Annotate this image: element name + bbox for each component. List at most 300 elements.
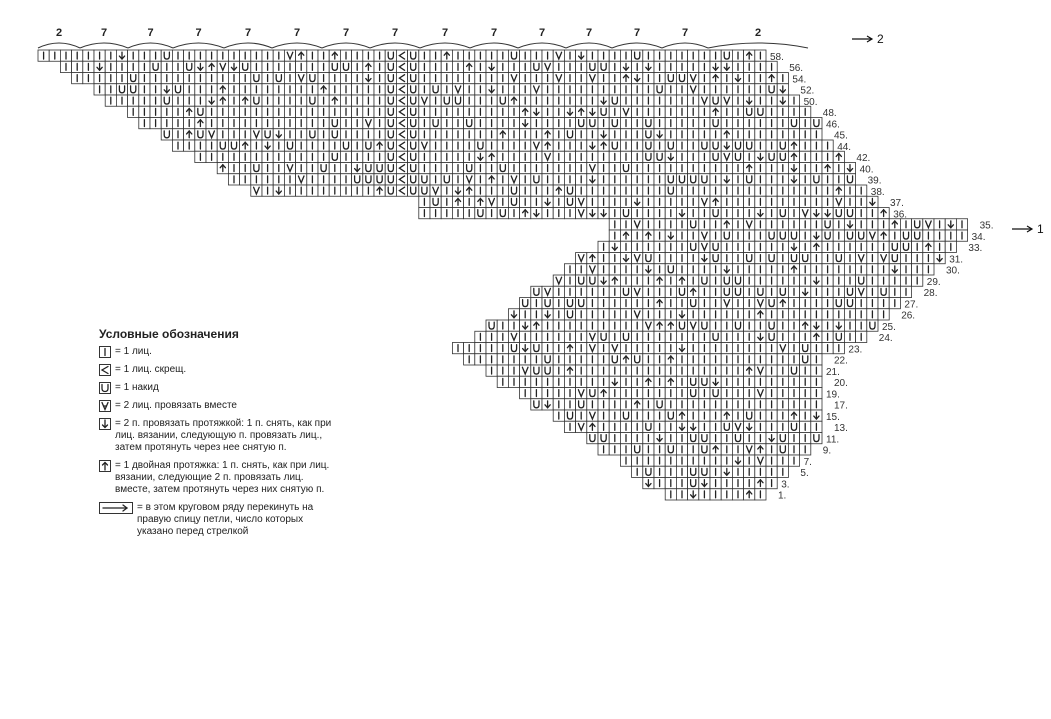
chart-cell	[744, 196, 755, 207]
chart-cell	[676, 151, 687, 162]
chart-cell	[643, 106, 654, 117]
chart-cell	[699, 185, 710, 196]
chart-cell	[497, 95, 508, 106]
chart-cell	[688, 84, 699, 95]
chart-cell	[676, 275, 687, 286]
chart-cell	[688, 388, 699, 399]
chart-cell	[542, 376, 553, 387]
row-number-label: 39.	[867, 175, 882, 187]
chart-cell	[744, 50, 755, 61]
chart-cell	[284, 174, 295, 185]
chart-cell	[452, 84, 463, 95]
chart-cell	[609, 365, 620, 376]
chart-cell	[654, 140, 665, 151]
chart-cell	[732, 309, 743, 320]
chart-cell	[699, 455, 710, 466]
chart-cell	[856, 298, 867, 309]
chart-cell	[564, 185, 575, 196]
chart-cell	[598, 196, 609, 207]
chart-cell	[620, 354, 631, 365]
row-number-label: 58.	[770, 51, 784, 63]
chart-cell	[710, 444, 721, 455]
chart-cell	[744, 264, 755, 275]
chart-cell	[497, 174, 508, 185]
chart-cell	[564, 399, 575, 410]
chart-cell	[441, 73, 452, 84]
chart-cell	[744, 343, 755, 354]
scallop-arc	[518, 43, 566, 48]
chart-cell	[811, 174, 822, 185]
chart-cell	[307, 185, 318, 196]
chart-cell	[475, 61, 486, 72]
chart-cell	[676, 309, 687, 320]
chart-cell	[564, 410, 575, 421]
chart-cell	[352, 73, 363, 84]
chart-cell	[408, 73, 419, 84]
chart-cell	[732, 50, 743, 61]
chart-cell	[609, 410, 620, 421]
chart-cell	[318, 73, 329, 84]
chart-cell	[665, 365, 676, 376]
chart-cell	[688, 208, 699, 219]
row-number-label: 40.	[859, 164, 874, 176]
chart-cell	[161, 84, 172, 95]
chart-cell	[800, 298, 811, 309]
chart-cell	[945, 241, 956, 252]
chart-cell	[777, 95, 788, 106]
chart-cell	[598, 61, 609, 72]
chart-cell	[632, 466, 643, 477]
chart-cell	[788, 331, 799, 342]
chart-cell	[587, 196, 598, 207]
chart-cell	[486, 196, 497, 207]
side-transfer-arrow	[1012, 222, 1044, 236]
chart-cell	[800, 320, 811, 331]
chart-cell	[609, 163, 620, 174]
chart-cell	[800, 275, 811, 286]
chart-cell	[430, 208, 441, 219]
chart-cell	[777, 219, 788, 230]
chart-cell	[419, 95, 430, 106]
chart-cell	[620, 253, 631, 264]
chart-cell	[520, 50, 531, 61]
chart-cell	[665, 275, 676, 286]
chart-cell	[195, 50, 206, 61]
chart-cell	[161, 50, 172, 61]
chart-cell	[542, 163, 553, 174]
chart-cell	[699, 320, 710, 331]
chart-cell	[833, 298, 844, 309]
chart-cell	[553, 354, 564, 365]
chart-cell	[464, 73, 475, 84]
chart-cell	[889, 253, 900, 264]
chart-cell	[699, 241, 710, 252]
chart-cell	[632, 354, 643, 365]
chart-cell	[542, 343, 553, 354]
chart-cell	[811, 309, 822, 320]
chart-cell	[553, 208, 564, 219]
chart-cell	[699, 354, 710, 365]
chart-cell	[632, 208, 643, 219]
top-stitch-count: 7	[195, 27, 202, 39]
chart-cell	[172, 118, 183, 129]
chart-cell	[643, 151, 654, 162]
chart-cell	[576, 376, 587, 387]
chart-cell	[856, 208, 867, 219]
chart-cell	[497, 331, 508, 342]
chart-cell	[844, 331, 855, 342]
chart-cell	[620, 286, 631, 297]
chart-cell	[800, 163, 811, 174]
chart-cell	[654, 421, 665, 432]
chart-cell	[520, 174, 531, 185]
chart-cell	[844, 163, 855, 174]
chart-cell	[452, 163, 463, 174]
legend-item-k2tog	[99, 400, 339, 412]
chart-cell	[643, 163, 654, 174]
chart-cell	[598, 399, 609, 410]
chart-cell	[531, 208, 542, 219]
chart-cell	[688, 95, 699, 106]
chart-cell	[217, 118, 228, 129]
chart-cell	[396, 129, 407, 140]
chart-cell	[844, 185, 855, 196]
chart-cell	[72, 50, 83, 61]
chart-cell	[329, 95, 340, 106]
chart-cell	[766, 129, 777, 140]
chart-cell	[688, 118, 699, 129]
chart-cell	[452, 196, 463, 207]
chart-cell	[766, 174, 777, 185]
chart-cell	[732, 365, 743, 376]
chart-cell	[497, 50, 508, 61]
chart-cell	[654, 478, 665, 489]
chart-cell	[744, 163, 755, 174]
chart-cell	[721, 84, 732, 95]
chart-cell	[632, 84, 643, 95]
chart-cell	[475, 151, 486, 162]
chart-cell	[732, 73, 743, 84]
chart-cell	[195, 106, 206, 117]
chart-cell	[284, 151, 295, 162]
chart-cell	[620, 388, 631, 399]
chart-cell	[688, 320, 699, 331]
chart-cell	[732, 118, 743, 129]
chart-cell	[587, 253, 598, 264]
chart-cell	[732, 410, 743, 421]
chart-cell	[800, 365, 811, 376]
chart-cell	[721, 331, 732, 342]
chart-cell	[665, 84, 676, 95]
chart-cell	[867, 196, 878, 207]
chart-cell	[553, 84, 564, 95]
chart-cell	[363, 151, 374, 162]
chart-cell	[531, 196, 542, 207]
chart-cell	[912, 241, 923, 252]
chart-cell	[609, 129, 620, 140]
chart-cell	[721, 489, 732, 500]
row-number-label: 50.	[803, 96, 818, 108]
chart-cell	[676, 163, 687, 174]
row-number-label: 45.	[834, 130, 848, 142]
chart-cell	[452, 95, 463, 106]
chart-cell	[643, 455, 654, 466]
chart-cell	[822, 140, 833, 151]
chart-cell	[766, 253, 777, 264]
chart-cell	[777, 421, 788, 432]
chart-cell	[699, 174, 710, 185]
chart-cell	[889, 286, 900, 297]
chart-cell	[240, 61, 251, 72]
chart-cell	[755, 433, 766, 444]
chart-cell	[956, 230, 967, 241]
chart-cell	[856, 275, 867, 286]
chart-cell	[464, 95, 475, 106]
chart-cell	[800, 376, 811, 387]
chart-cell	[531, 388, 542, 399]
chart-cell	[329, 185, 340, 196]
chart-cell	[497, 118, 508, 129]
chart-cell	[396, 151, 407, 162]
chart-cell	[643, 354, 654, 365]
chart-cell	[150, 61, 161, 72]
row-number-label: 13.	[834, 423, 848, 434]
chart-cell	[228, 174, 239, 185]
chart-cell	[195, 61, 206, 72]
chart-cell	[676, 331, 687, 342]
chart-cell	[273, 129, 284, 140]
chart-cell	[553, 399, 564, 410]
chart-cell	[654, 151, 665, 162]
chart-cell	[228, 163, 239, 174]
row-number-label: 23.	[848, 344, 863, 356]
chart-cell	[520, 309, 531, 320]
chart-cell	[710, 118, 721, 129]
chart-cell	[609, 320, 620, 331]
chart-cell	[396, 84, 407, 95]
chart-cell	[520, 151, 531, 162]
chart-cell	[788, 219, 799, 230]
chart-cell	[844, 208, 855, 219]
chart-cell	[598, 106, 609, 117]
chart-cell	[800, 174, 811, 185]
chart-cell	[867, 275, 878, 286]
chart-cell	[564, 286, 575, 297]
chart-cell	[240, 163, 251, 174]
chart-cell	[497, 73, 508, 84]
chart-cell	[452, 106, 463, 117]
chart-cell	[553, 73, 564, 84]
chart-cell	[699, 61, 710, 72]
chart-cell	[744, 140, 755, 151]
chart-cell	[520, 365, 531, 376]
chart-cell	[710, 230, 721, 241]
chart-cell	[564, 61, 575, 72]
chart-cell	[587, 433, 598, 444]
chart-cell	[732, 84, 743, 95]
chart-cell	[900, 253, 911, 264]
chart-cell	[430, 163, 441, 174]
chart-cell	[408, 163, 419, 174]
chart-cell	[721, 309, 732, 320]
chart-cell	[520, 129, 531, 140]
chart-cell	[419, 196, 430, 207]
chart-cell	[363, 185, 374, 196]
chart-cell	[587, 298, 598, 309]
chart-cell	[732, 95, 743, 106]
row-number-label: 37.	[890, 198, 904, 209]
chart-cell	[643, 84, 654, 95]
chart-cell	[654, 433, 665, 444]
chart-cell	[598, 286, 609, 297]
chart-cell	[340, 84, 351, 95]
chart-cell	[452, 208, 463, 219]
chart-cell	[766, 388, 777, 399]
chart-cell	[800, 433, 811, 444]
chart-cell	[83, 50, 94, 61]
chart-cell	[172, 50, 183, 61]
chart-cell	[755, 466, 766, 477]
chart-cell	[676, 264, 687, 275]
chart-cell	[688, 163, 699, 174]
chart-cell	[699, 118, 710, 129]
chart-cell	[676, 118, 687, 129]
chart-cell	[553, 388, 564, 399]
chart-cell	[654, 61, 665, 72]
chart-cell	[609, 208, 620, 219]
transfer-arrow-icon	[99, 502, 133, 514]
chart-cell	[329, 129, 340, 140]
chart-cell	[822, 275, 833, 286]
chart-cell	[464, 140, 475, 151]
chart-cell	[576, 174, 587, 185]
chart-cell	[508, 185, 519, 196]
chart-cell	[676, 388, 687, 399]
chart-cell	[766, 421, 777, 432]
chart-cell	[665, 151, 676, 162]
top-stitch-count: 7	[634, 27, 641, 39]
chart-cell	[755, 208, 766, 219]
chart-cell	[542, 73, 553, 84]
chart-cell	[139, 95, 150, 106]
chart-cell	[699, 163, 710, 174]
chart-cell	[497, 320, 508, 331]
yarn-over-symbol-icon	[99, 382, 111, 394]
chart-cell	[632, 331, 643, 342]
chart-cell	[284, 140, 295, 151]
row-number-label: 3.	[781, 479, 790, 491]
chart-cell	[542, 118, 553, 129]
scallop-arc	[566, 43, 612, 48]
row-number-label: 20.	[834, 378, 848, 389]
chart-cell	[542, 106, 553, 117]
chart-cell	[139, 118, 150, 129]
chart-cell	[632, 399, 643, 410]
chart-cell	[632, 264, 643, 275]
chart-cell	[710, 275, 721, 286]
chart-cell	[632, 410, 643, 421]
chart-cell	[665, 129, 676, 140]
chart-cell	[777, 118, 788, 129]
chart-cell	[352, 50, 363, 61]
legend-text-yo: = 1 накид	[115, 382, 159, 393]
chart-cell	[576, 331, 587, 342]
chart-cell	[732, 421, 743, 432]
chart-cell	[486, 365, 497, 376]
chart-cell	[632, 129, 643, 140]
chart-cell	[844, 286, 855, 297]
scallop-arc	[80, 43, 128, 48]
chart-cell	[576, 309, 587, 320]
chart-cell	[374, 61, 385, 72]
chart-cell	[643, 95, 654, 106]
chart-cell	[587, 275, 598, 286]
chart-cell	[307, 129, 318, 140]
chart-cell	[755, 118, 766, 129]
chart-cell	[374, 95, 385, 106]
chart-cell	[632, 433, 643, 444]
chart-cell	[576, 73, 587, 84]
chart-cell	[710, 388, 721, 399]
chart-cell	[531, 399, 542, 410]
chart-cell	[340, 95, 351, 106]
chart-cell	[811, 365, 822, 376]
chart-cell	[688, 466, 699, 477]
chart-cell	[688, 365, 699, 376]
chart-cell	[184, 73, 195, 84]
chart-cell	[721, 343, 732, 354]
chart-cell	[688, 253, 699, 264]
chart-cell	[576, 196, 587, 207]
chart-cell	[396, 185, 407, 196]
chart-cell	[699, 309, 710, 320]
double-decrease-symbol-icon	[99, 460, 111, 472]
chart-cell	[385, 61, 396, 72]
chart-cell	[676, 286, 687, 297]
chart-cell	[856, 264, 867, 275]
chart-cell	[665, 163, 676, 174]
chart-cell	[643, 129, 654, 140]
chart-cell	[251, 106, 262, 117]
chart-cell	[643, 230, 654, 241]
chart-cell	[497, 151, 508, 162]
chart-cell	[385, 95, 396, 106]
chart-cell	[452, 61, 463, 72]
chart-cell	[800, 410, 811, 421]
chart-cell	[228, 129, 239, 140]
chart-cell	[654, 354, 665, 365]
chart-cell	[766, 444, 777, 455]
chart-cell	[822, 230, 833, 241]
chart-cell	[363, 61, 374, 72]
chart-cell	[441, 163, 452, 174]
chart-cell	[800, 309, 811, 320]
chart-cell	[296, 61, 307, 72]
chart-cell	[665, 309, 676, 320]
chart-cell	[430, 84, 441, 95]
chart-cell	[744, 455, 755, 466]
chart-cell	[419, 118, 430, 129]
chart-cell	[385, 185, 396, 196]
chart-cell	[676, 466, 687, 477]
chart-cell	[497, 365, 508, 376]
top-stitch-count: 7	[101, 27, 108, 39]
chart-cell	[688, 50, 699, 61]
chart-cell	[620, 174, 631, 185]
chart-cell	[620, 185, 631, 196]
chart-cell	[564, 388, 575, 399]
chart-cell	[654, 331, 665, 342]
